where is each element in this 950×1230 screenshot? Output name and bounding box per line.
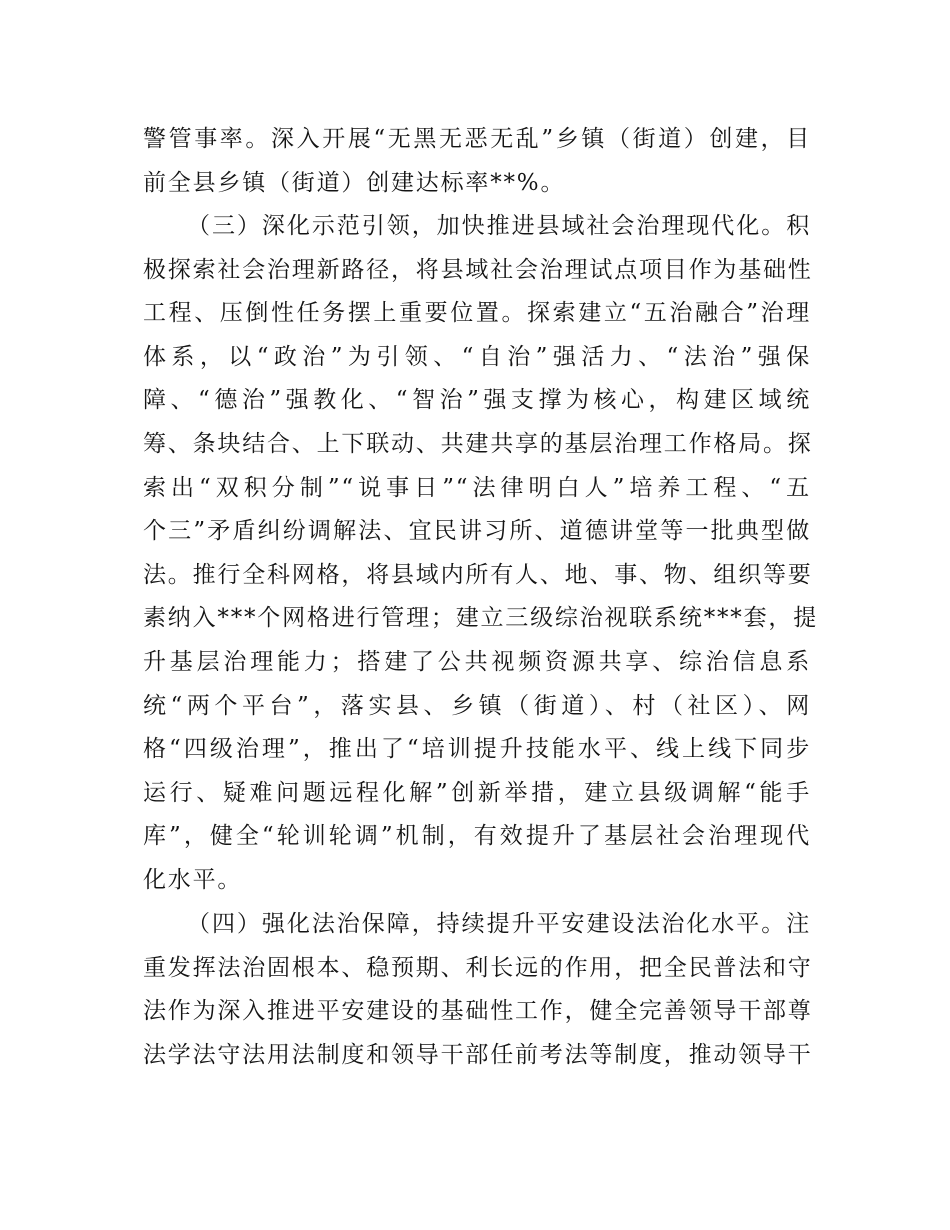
paragraph-line: 法作为深入推进平安建设的基础性工作，健全完善领导干部尊: [143, 998, 813, 1025]
paragraph-line: 工程、压倒性任务摆上重要位置。探索建立“五治融合”治理: [143, 300, 811, 327]
paragraph-line: 升基层治理能力；搭建了公共视频资源共享、综治信息系: [143, 648, 811, 675]
paragraph-line: 格“四级治理”，推出了“培训提升技能水平、线上线下同步: [143, 736, 811, 763]
paragraph-line: （三）深化示范引领，加快推进县域社会治理现代化。积: [187, 213, 811, 239]
paragraph-line: 极探索社会治理新路径，将县域社会治理试点项目作为基础性: [143, 256, 813, 283]
paragraph-line: 索出“双积分制”“说事日”“法律明白人”培养工程、“五: [143, 474, 811, 501]
paragraph-line: 体系，以“政治”为引领、“自治”强活力、“法治”强保: [143, 343, 811, 370]
paragraph-1: [143, 118, 811, 205]
paragraph-line: 统“两个平台”，落实县、乡镇（街道）、村（社区）、网: [143, 692, 811, 719]
paragraph-line: 库”，健全“轮训轮调”机制，有效提升了基层社会治理现代: [143, 823, 811, 850]
paragraph-line: 重发挥法治固根本、稳预期、利长远的作用，把全民普法和守: [143, 954, 813, 981]
paragraph-line: 法。推行全科网格，将县域内所有人、地、事、物、组织等要: [143, 561, 813, 588]
paragraph-3: [143, 903, 811, 1077]
paragraph-line: 障、“德治”强教化、“智治”强支撑为核心，构建区域统: [143, 387, 811, 414]
paragraph-line: 运行、疑难问题远程化解”创新举措，建立县级调解“能手: [143, 779, 811, 806]
paragraph-line: 个三”矛盾纠纷调解法、宜民讲习所、道德讲堂等一批典型做: [143, 518, 811, 545]
paragraph-line: 前全县乡镇（街道）创建达标率**%。: [143, 169, 566, 196]
paragraph-line: 素纳入***个网格进行管理；建立三级综治视联系统***套，提: [143, 605, 818, 632]
paragraph-line: 筹、条块结合、上下联动、共建共享的基层治理工作格局。探: [143, 430, 813, 457]
paragraph-2: [143, 205, 818, 903]
paragraph-line: （四）强化法治保障，持续提升平安建设法治化水平。注: [187, 911, 811, 937]
paragraph-line: 警管事率。深入开展“无黑无恶无乱”乡镇（街道）创建，目: [143, 126, 811, 152]
paragraph-line: 法学法守法用法制度和领导干部任前考法等制度，推动领导干: [143, 1041, 813, 1068]
paragraph-line: 化水平。: [143, 866, 243, 893]
